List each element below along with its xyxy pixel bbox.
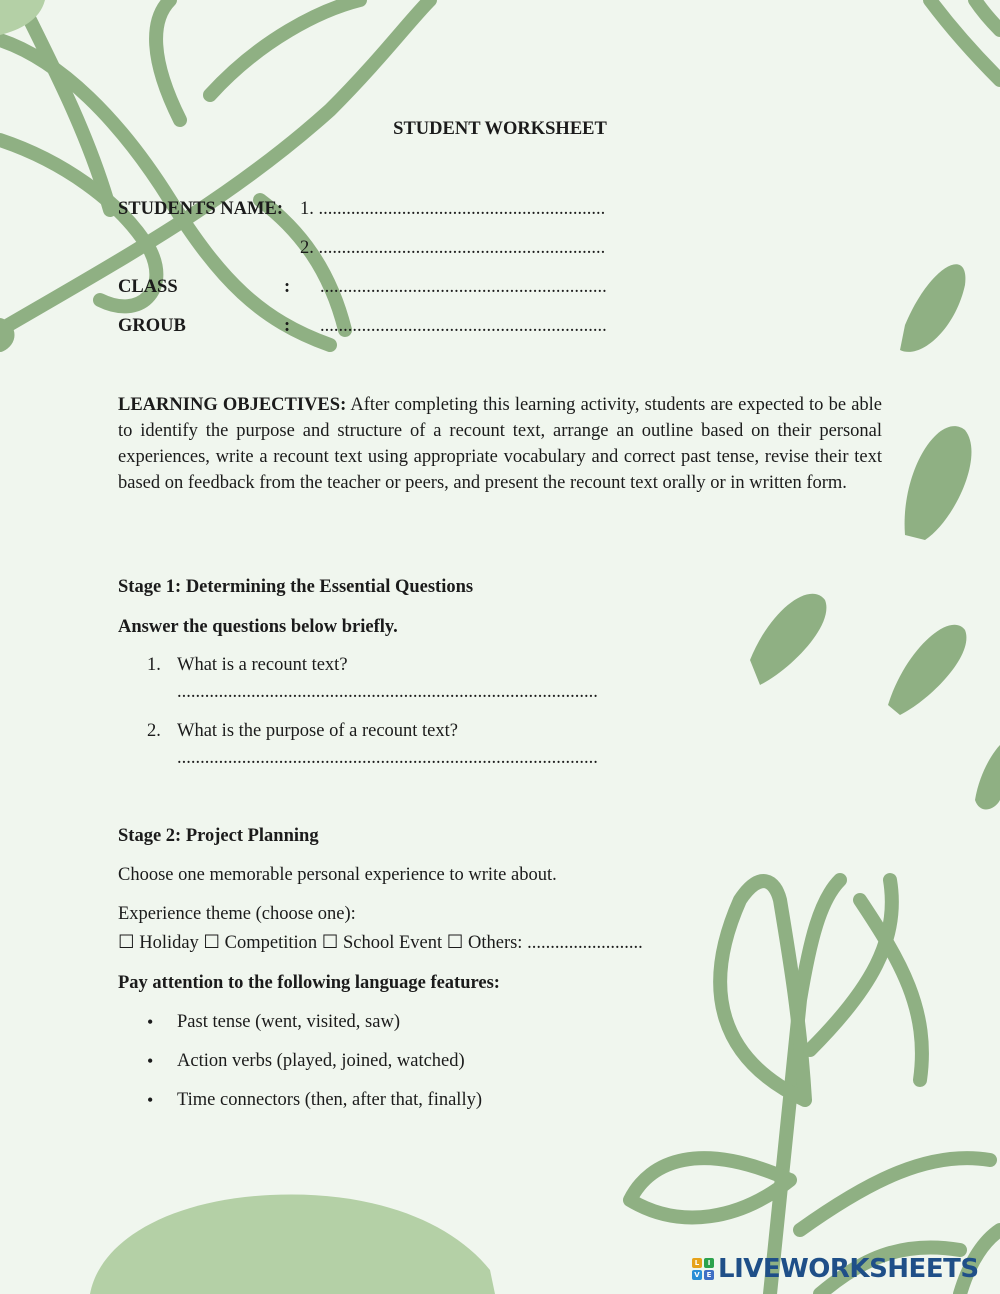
class-field[interactable]: .............................................................. <box>320 277 607 297</box>
learning-objectives <box>118 392 882 496</box>
learning-objectives-text: After completing this learning activity, students are expected to be able to identify the purpose and structure of a recount text, arrange an outline based on their personal experiences, write a recount text using appropriate vocabulary and correct past tense, revise their text based on feedback from the teacher or peers, and present the recount text orally or in written form. <box>118 395 883 493</box>
logo-text: LIVEWORKSHEETS <box>718 1254 979 1284</box>
group-label: GROUB <box>118 316 186 336</box>
feature-item: Time connectors (then, after that, finally) <box>177 1090 482 1110</box>
features-heading: Pay attention to the following language features: <box>118 973 500 993</box>
question-1-number: 1. <box>147 655 161 675</box>
theme-options[interactable]: ☐ Holiday ☐ Competition ☐ School Event ☐ Others: ......................... <box>118 933 643 953</box>
theme-label: Experience theme (choose one): <box>118 904 356 924</box>
question-1-text: What is a recount text? <box>177 655 348 675</box>
stage2-instruction: Choose one memorable personal experience to write about. <box>118 865 557 885</box>
stage1-heading: Stage 1: Determining the Essential Questions <box>118 577 474 597</box>
group-colon: : <box>284 316 291 336</box>
logo-cell: L <box>692 1258 702 1268</box>
bullet-icon: • <box>147 1090 154 1110</box>
class-label: CLASS <box>118 277 178 297</box>
bullet-icon: • <box>147 1051 154 1071</box>
stage2-heading: Stage 2: Project Planning <box>118 826 319 846</box>
learning-objectives-label: LEARNING OBJECTIVES: <box>118 395 347 415</box>
bullet-icon: • <box>147 1012 154 1032</box>
logo-cell: V <box>692 1270 702 1280</box>
group-field[interactable]: .............................................................. <box>320 316 607 336</box>
feature-item: Action verbs (played, joined, watched) <box>177 1051 465 1071</box>
stage1-instruction: Answer the questions below briefly. <box>118 617 398 637</box>
student-name-line-1[interactable]: 1. .............................................................. <box>300 199 606 219</box>
logo-cell: E <box>704 1270 714 1280</box>
feature-item: Past tense (went, visited, saw) <box>177 1012 400 1032</box>
logo-grid-icon <box>692 1258 714 1280</box>
logo-cell: I <box>704 1258 714 1268</box>
students-name-label: STUDENTS NAME: <box>118 199 283 219</box>
student-name-line-2[interactable]: 2. .............................................................. <box>300 238 606 258</box>
question-2-number: 2. <box>147 721 161 741</box>
question-2-answer-line[interactable]: ........................................................................................... <box>177 748 598 768</box>
question-2-text: What is the purpose of a recount text? <box>177 721 458 741</box>
question-1-answer-line[interactable]: ........................................................................................... <box>177 682 598 702</box>
class-colon: : <box>284 277 291 297</box>
page-title: STUDENT WORKSHEET <box>393 119 607 139</box>
liveworksheets-logo[interactable] <box>692 1255 979 1283</box>
